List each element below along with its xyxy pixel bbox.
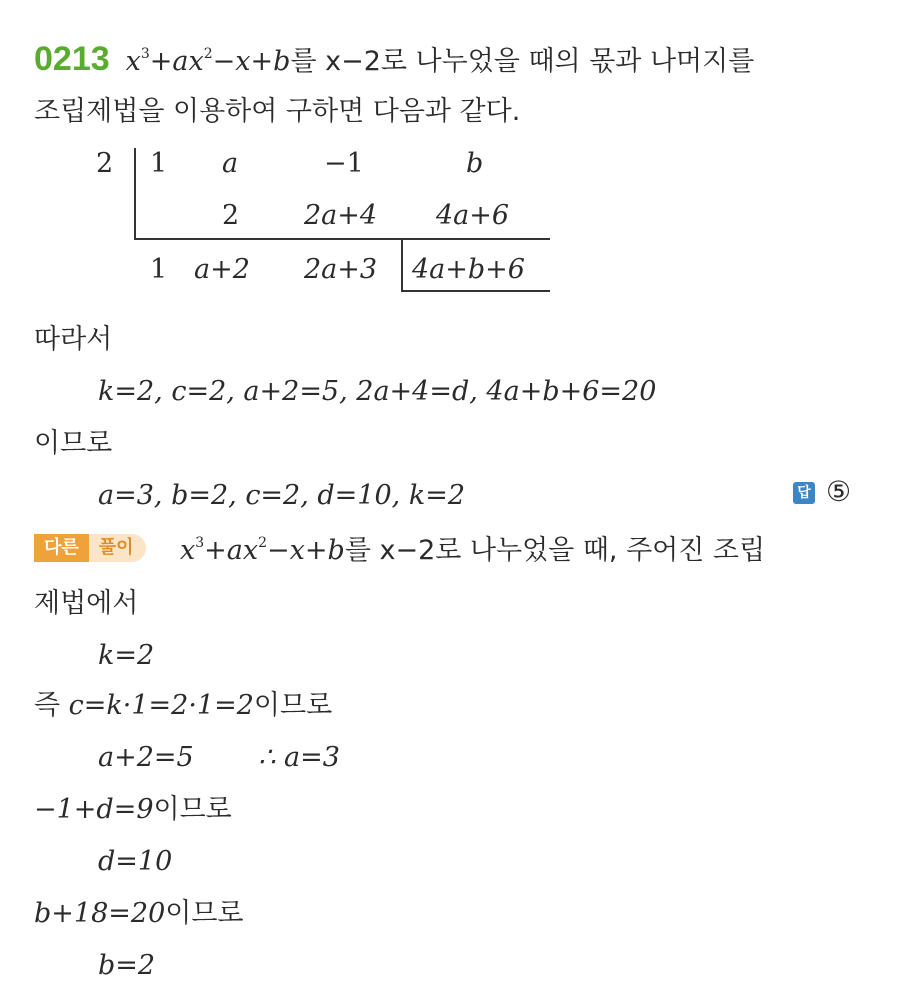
imuro-label: 이므로 bbox=[34, 428, 113, 459]
coef-minus1: −1 bbox=[324, 148, 364, 179]
problem-number: 0213 bbox=[34, 40, 110, 78]
alt-step-c bbox=[34, 692, 332, 719]
answer-badge: 답 bbox=[793, 482, 815, 504]
division-vertical-rule bbox=[134, 148, 136, 240]
alt-step-c-eq: c=k·1=2·1=2 bbox=[68, 690, 254, 721]
alt-polynomial: $x^3+ax^2-x+b$ bbox=[180, 535, 345, 566]
answer-choice: ⑤ bbox=[826, 475, 852, 508]
alt-line-1 bbox=[180, 536, 765, 564]
alt-step-b-eq: b+18=20 bbox=[34, 898, 166, 929]
therefore-label: 따라서 bbox=[34, 324, 113, 355]
quot-2a3: 2a+3 bbox=[304, 254, 378, 285]
coef-b: b bbox=[466, 148, 484, 179]
alt-step-d-suffix: 이므로 bbox=[153, 794, 232, 825]
alt-step-b-cond bbox=[34, 900, 244, 927]
remainder: 4a+b+6 bbox=[412, 254, 525, 285]
divisor: 2 bbox=[96, 148, 114, 179]
mult-4a6: 4a+6 bbox=[436, 200, 510, 231]
alt-step-b: b=2 bbox=[98, 950, 156, 981]
alt-solution-tag bbox=[34, 534, 146, 562]
problem-intro-text: 를 x−2로 나누었을 때의 몫과 나머지를 bbox=[290, 46, 755, 77]
alt-step-d-eq: −1+d=9 bbox=[34, 794, 154, 825]
mult-2: 2 bbox=[222, 200, 240, 231]
equation-line-2: a=3, b=2, c=2, d=10, k=2 bbox=[98, 480, 465, 511]
problem-line-2: 조립제법을 이용하여 구하면 다음과 같다. bbox=[34, 96, 521, 127]
alt-step-d-cond bbox=[34, 796, 232, 823]
alt-step-c-suffix: 이므로 bbox=[253, 690, 333, 721]
alt-line-2: 제법에서 bbox=[34, 588, 139, 619]
quot-a2: a+2 bbox=[194, 254, 250, 285]
alt-tag-left: 다른 bbox=[34, 534, 89, 562]
polynomial-expression: $x^3+ax^2-x+b$ bbox=[125, 46, 291, 77]
alt-step-c-prefix: 즉 bbox=[34, 690, 69, 721]
alt-step-a-result: ∴ a=3 bbox=[258, 742, 340, 773]
problem-line-1 bbox=[34, 42, 754, 76]
coef-a: a bbox=[222, 148, 239, 179]
equation-line-1: k=2, c=2, a+2=5, 2a+4=d, 4a+b+6=20 bbox=[98, 376, 657, 407]
alt-line-1-text: 를 x−2로 나누었을 때, 주어진 조립 bbox=[344, 535, 766, 566]
alt-step-a bbox=[98, 744, 340, 771]
quot-1: 1 bbox=[150, 254, 168, 285]
alt-step-d: d=10 bbox=[98, 846, 173, 877]
coef-1: 1 bbox=[150, 148, 168, 179]
alt-tag-right: 풀이 bbox=[89, 534, 146, 562]
alt-step-a-eq: a+2=5 bbox=[98, 742, 194, 773]
alt-step-k: k=2 bbox=[98, 640, 155, 671]
alt-step-b-suffix: 이므로 bbox=[165, 898, 244, 929]
mult-2a4: 2a+4 bbox=[304, 200, 378, 231]
